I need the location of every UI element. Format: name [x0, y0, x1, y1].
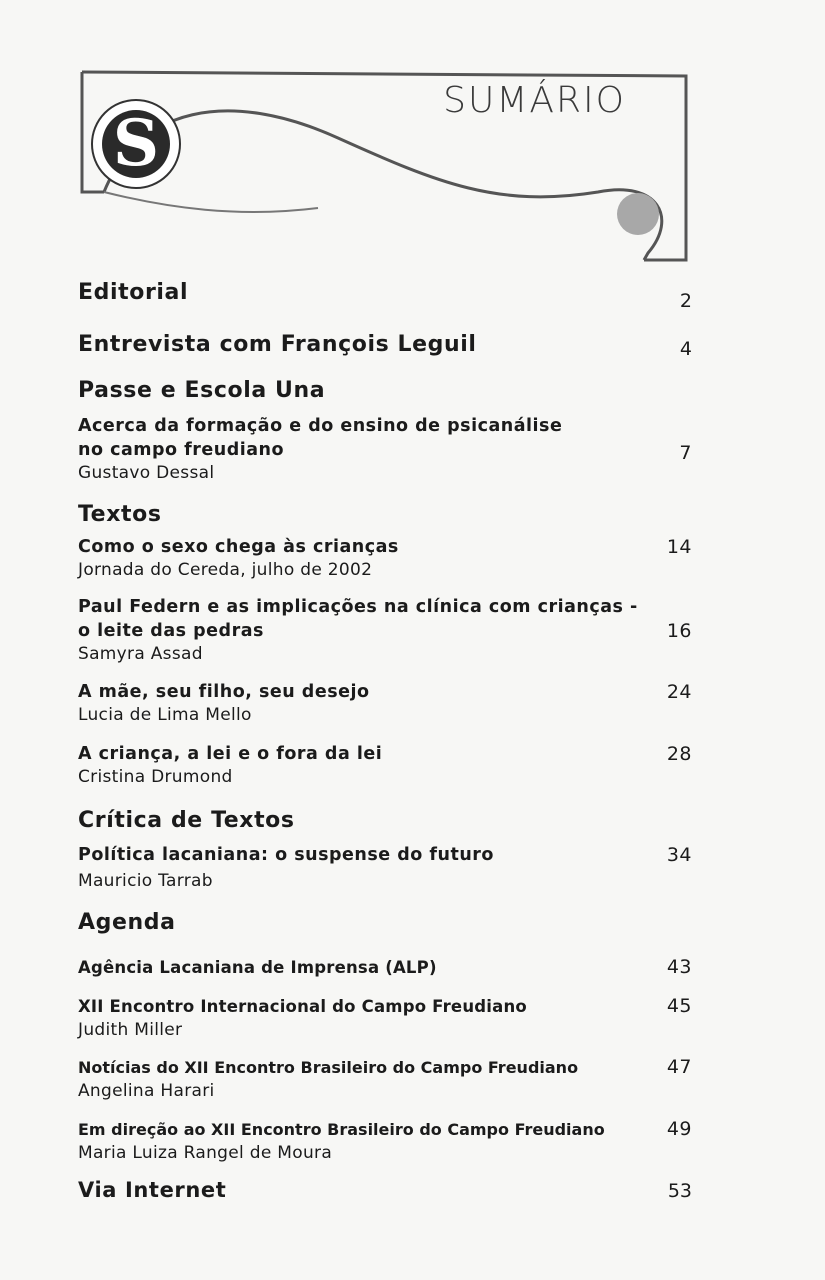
section-agenda: [78, 910, 692, 935]
article-author: Angelina Harari: [78, 1081, 215, 1101]
section-title: Textos: [78, 502, 162, 527]
section-title: Via Internet: [78, 1178, 227, 1202]
page-number: 14: [666, 536, 692, 558]
article-title-line: Notícias do XII Encontro Brasileiro do Campo Freudiano: [78, 1058, 579, 1077]
section-passe: [78, 378, 692, 403]
page-number: 24: [666, 681, 692, 703]
summary-header: [78, 68, 692, 268]
toc-entry-entrevista[interactable]: [78, 332, 692, 360]
page-number: 34: [666, 844, 692, 866]
article-title-line: Paul Federn e as implicações na clínica com crianças -: [78, 597, 638, 617]
page-number: 43: [666, 956, 692, 978]
article-author: Lucia de Lima Mello: [78, 705, 252, 725]
article-author: Cristina Drumond: [78, 767, 233, 787]
page-number: 45: [666, 995, 692, 1017]
article-title-line: Política lacaniana: o suspense do futuro: [78, 845, 494, 865]
toc-article[interactable]: [78, 995, 692, 1042]
toc-article[interactable]: [78, 680, 692, 727]
article-title-line: Agência Lacaniana de Imprensa (ALP): [78, 958, 437, 977]
article-title-line: Em direção ao XII Encontro Brasileiro do Campo Freudiano: [78, 1120, 605, 1139]
toc-entry-editorial[interactable]: [78, 280, 692, 312]
section-title: Editorial: [78, 280, 189, 305]
toc-article[interactable]: [78, 843, 692, 893]
toc-article[interactable]: [78, 956, 692, 980]
page-number: 4: [679, 338, 692, 360]
article-author: Maria Luiza Rangel de Moura: [78, 1143, 333, 1163]
toc-article[interactable]: [78, 535, 692, 582]
logo-s-letter: S: [112, 106, 160, 181]
article-author: Samyra Assad: [78, 644, 203, 664]
page-number: 16: [666, 620, 692, 642]
page-number: 49: [666, 1118, 692, 1140]
article-title-line: XII Encontro Internacional do Campo Freudiano: [78, 997, 527, 1016]
ornament-dot: [617, 193, 659, 235]
toc-article[interactable]: [78, 1118, 692, 1165]
page-number: 7: [679, 442, 692, 464]
article-author: Judith Miller: [78, 1020, 183, 1040]
article-author: Mauricio Tarrab: [78, 871, 213, 891]
page-number: 53: [667, 1180, 692, 1202]
toc-article[interactable]: [78, 595, 692, 666]
toc-article[interactable]: [78, 1056, 692, 1103]
page-title: SUMÁRIO: [443, 80, 626, 121]
section-critica: [78, 808, 692, 833]
article-title-line: A mãe, seu filho, seu desejo: [78, 682, 370, 702]
article-title-line: Como o sexo chega às crianças: [78, 537, 399, 557]
section-title: Crítica de Textos: [78, 808, 295, 833]
toc-article[interactable]: [78, 414, 692, 485]
article-title-line: o leite das pedras: [78, 621, 264, 641]
section-textos: [78, 502, 692, 527]
toc-entry-internet[interactable]: [78, 1178, 692, 1202]
article-title-line: Acerca da formação e do ensino de psicanálise: [78, 416, 563, 436]
page-number: 28: [666, 743, 692, 765]
section-title: Entrevista com François Leguil: [78, 332, 477, 357]
article-author: Jornada do Cereda, julho de 2002: [78, 560, 373, 580]
page-number: 2: [679, 290, 692, 312]
page-number: 47: [666, 1056, 692, 1078]
article-author: Gustavo Dessal: [78, 463, 215, 483]
article-title-line: no campo freudiano: [78, 440, 285, 460]
section-title: Agenda: [78, 910, 176, 935]
section-title: Passe e Escola Una: [78, 378, 326, 403]
toc-article[interactable]: [78, 742, 692, 789]
article-title-line: A criança, a lei e o fora da lei: [78, 744, 383, 764]
